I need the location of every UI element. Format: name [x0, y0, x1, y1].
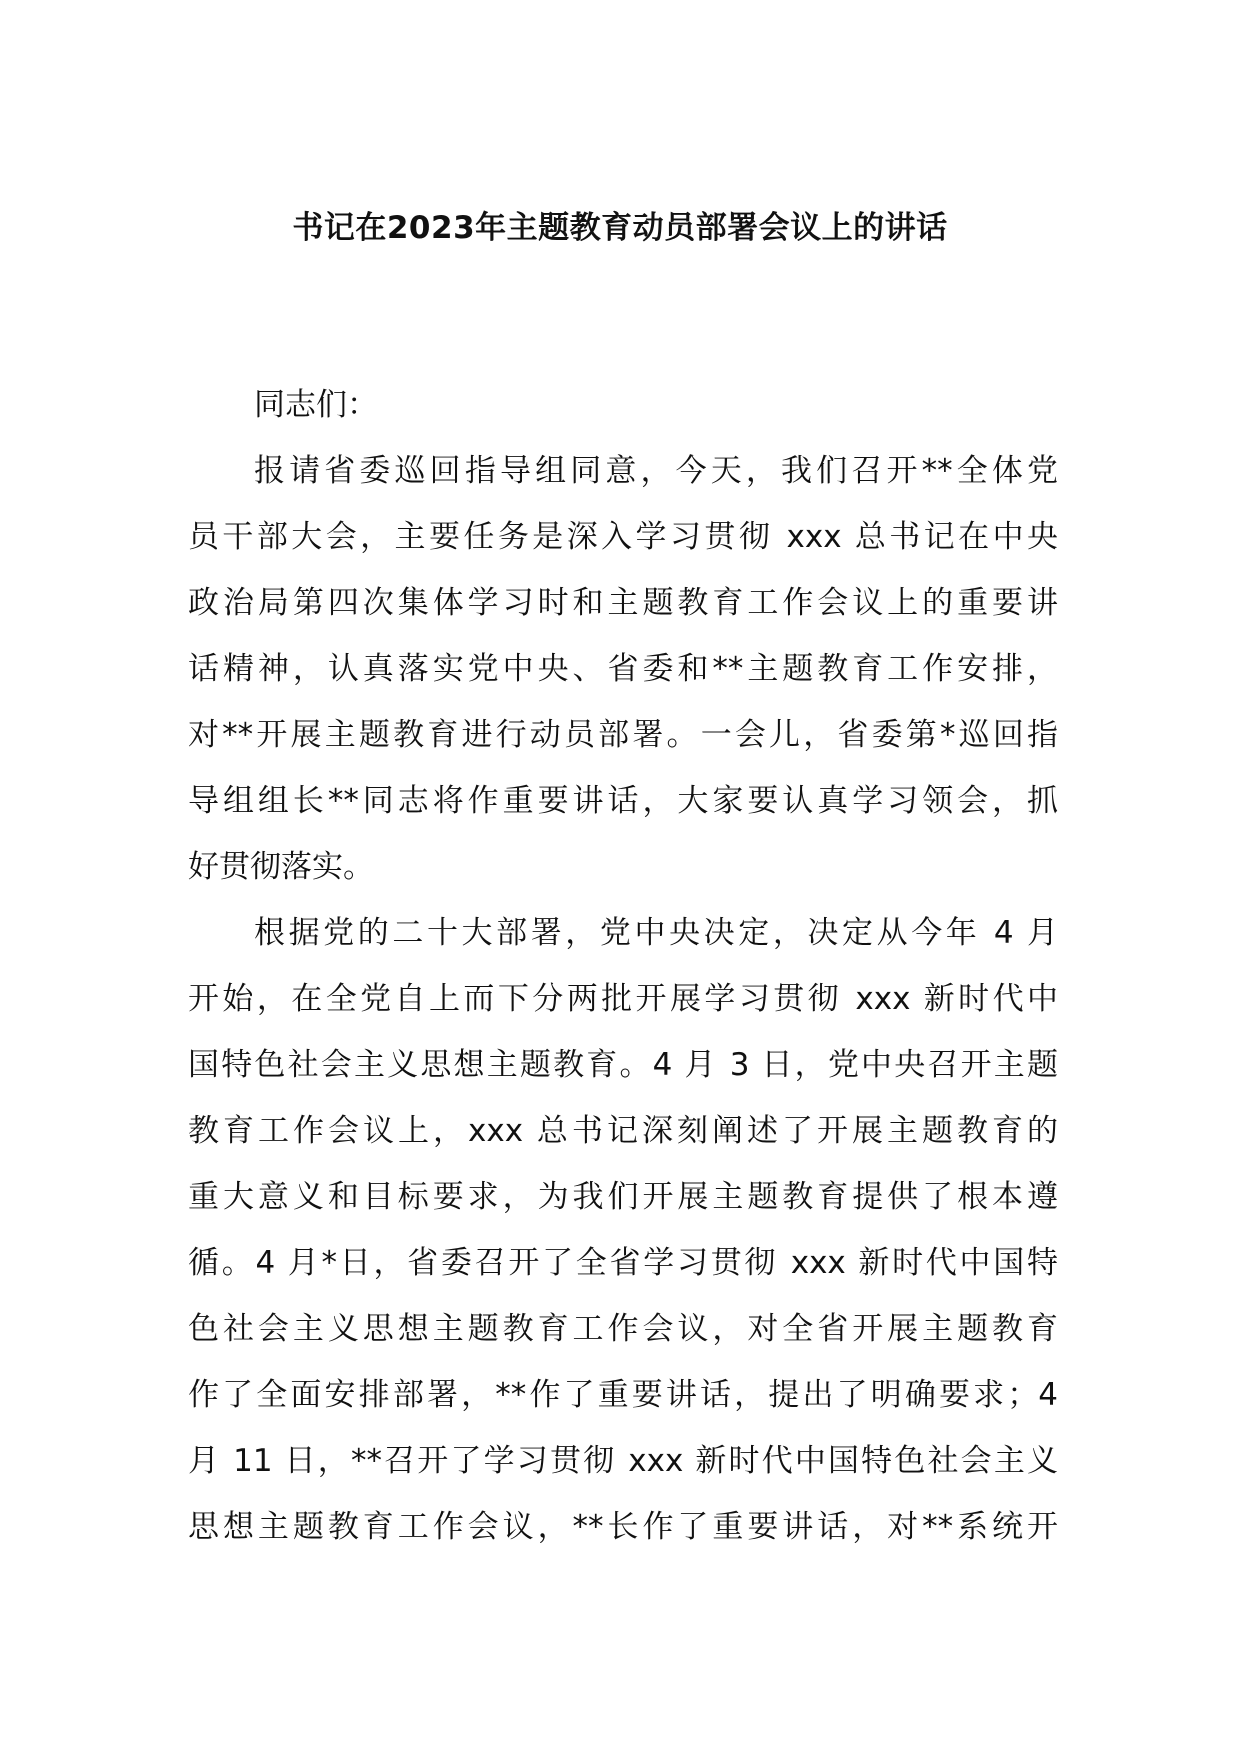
- paragraph-line: 开始，在全党自上而下分两批开展学习贯彻 xxx 新时代中: [188, 981, 1058, 1017]
- paragraph-line: 月 11 日，**召开了学习贯彻 xxx 新时代中国特色社会主义: [188, 1443, 1058, 1479]
- paragraph-background: [188, 900, 1058, 1560]
- paragraph-intro: [188, 438, 1058, 900]
- paragraph-line: 色社会主义思想主题教育工作会议，对全省开展主题教育: [188, 1311, 1058, 1347]
- paragraph-line: 作了全面安排部署，**作了重要讲话，提出了明确要求；4: [188, 1377, 1058, 1413]
- document-title: 书记在2023年主题教育动员部署会议上的讲话: [292, 210, 948, 246]
- paragraph-line: 政治局第四次集体学习时和主题教育工作会议上的重要讲: [188, 585, 1058, 621]
- paragraph-line: 导组组长**同志将作重要讲话，大家要认真学习领会，抓: [188, 783, 1058, 819]
- paragraph-line: 同志们：: [254, 387, 378, 423]
- paragraph-line: 好贯彻落实。: [188, 849, 374, 885]
- paragraph-line: 教育工作会议上，xxx 总书记深刻阐述了开展主题教育的: [188, 1113, 1058, 1149]
- paragraph-line: 员干部大会，主要任务是深入学习贯彻 xxx 总书记在中央: [188, 519, 1058, 555]
- paragraph-salutation: [188, 372, 1058, 438]
- document-body: [188, 372, 1058, 1560]
- paragraph-line: 国特色社会主义思想主题教育。4 月 3 日，党中央召开主题: [188, 1047, 1058, 1083]
- paragraph-line: 重大意义和目标要求，为我们开展主题教育提供了根本遵: [188, 1179, 1058, 1215]
- paragraph-line: 思想主题教育工作会议，**长作了重要讲话，对**系统开: [188, 1509, 1058, 1545]
- paragraph-line: 循。4 月*日，省委召开了全省学习贯彻 xxx 新时代中国特: [188, 1245, 1058, 1281]
- paragraph-line: 话精神，认真落实党中央、省委和**主题教育工作安排，: [188, 651, 1058, 687]
- paragraph-line: 报请省委巡回指导组同意，今天，我们召开**全体党: [254, 453, 1058, 489]
- paragraph-line: 对**开展主题教育进行动员部署。一会儿，省委第*巡回指: [188, 717, 1058, 753]
- paragraph-line: 根据党的二十大部署，党中央决定，决定从今年 4 月: [254, 915, 1058, 951]
